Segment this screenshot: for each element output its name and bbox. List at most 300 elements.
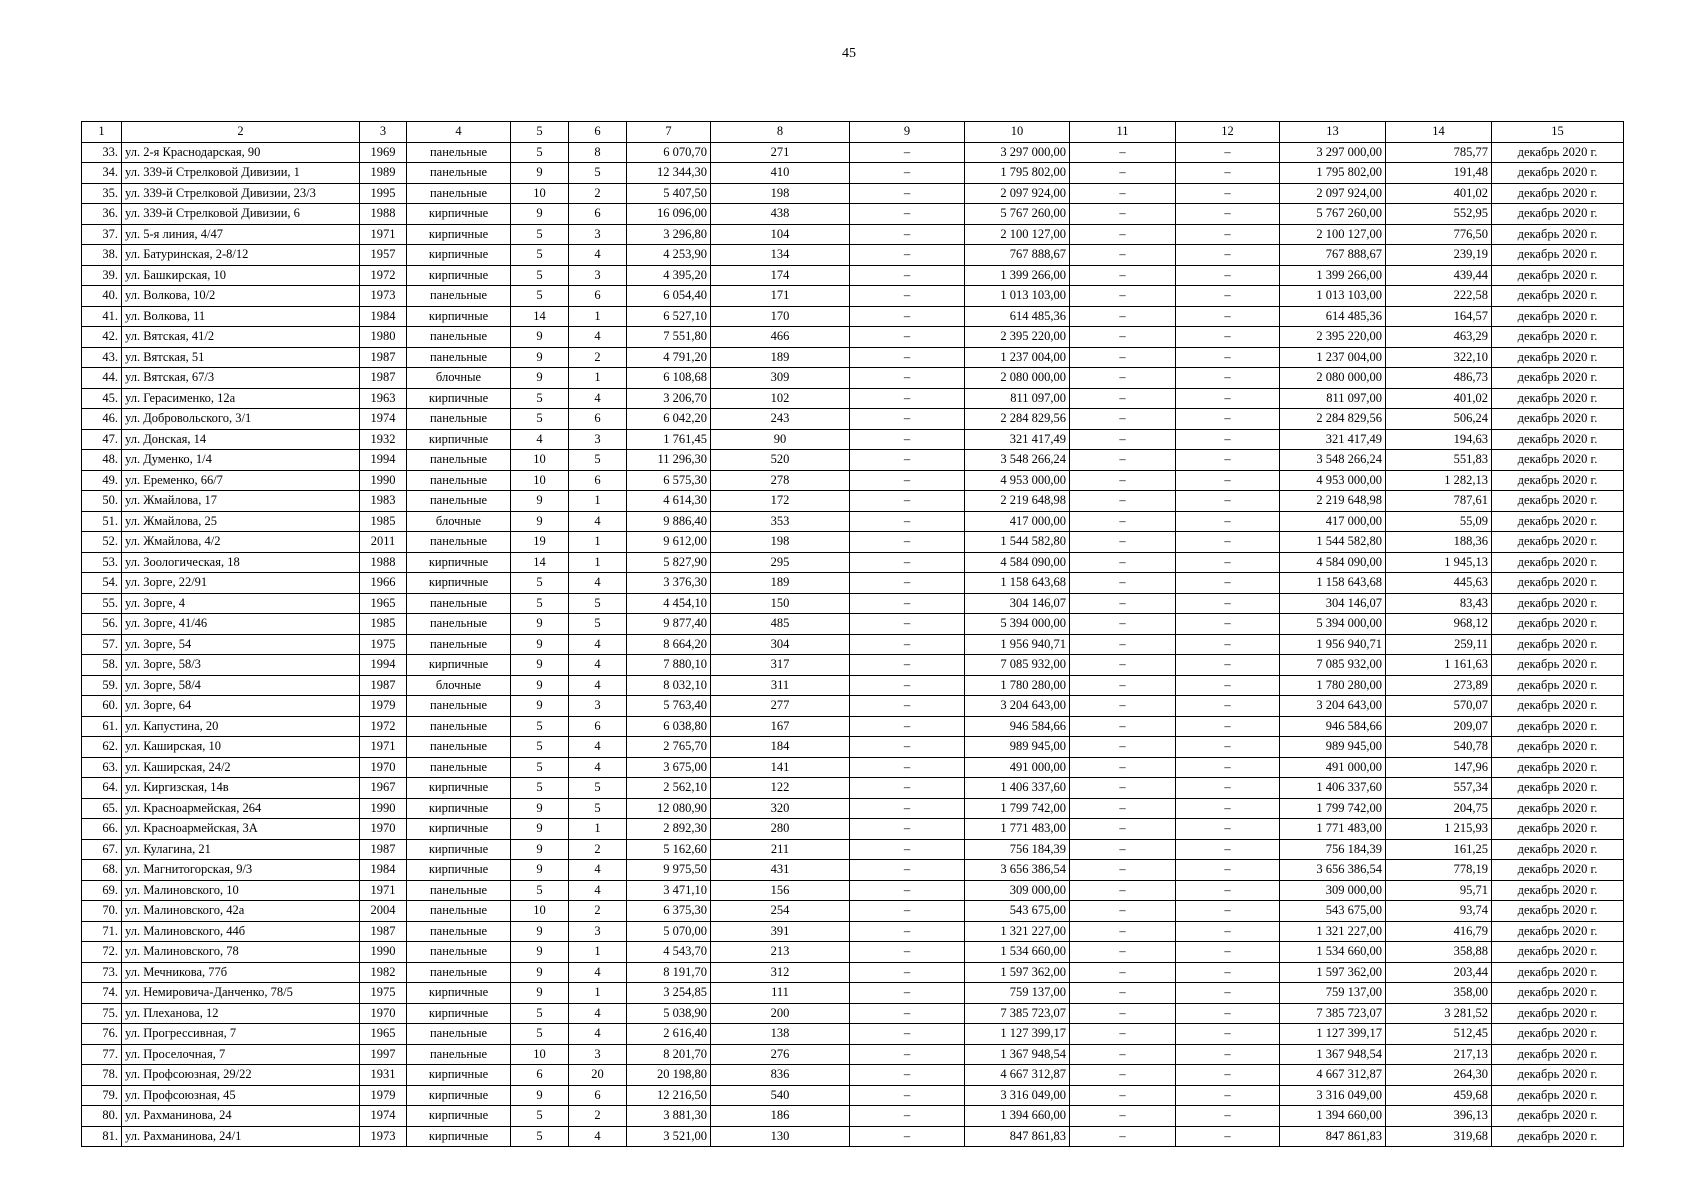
row-number-cell: 38. (82, 245, 122, 266)
cost-total-cell: 1 406 337,60 (965, 778, 1070, 799)
cost-fund-cell: 4 667 312,87 (1280, 1065, 1386, 1086)
total-area-cell: 6 575,30 (627, 470, 711, 491)
floors-cell: 9 (511, 860, 569, 881)
col-12-value-cell: – (1176, 511, 1280, 532)
completion-date-cell: декабрь 2020 г. (1492, 552, 1624, 573)
entrances-cell: 3 (569, 1044, 627, 1065)
total-area-cell: 4 791,20 (627, 347, 711, 368)
entrances-cell: 1 (569, 983, 627, 1004)
cost-per-sqm-cell: 512,45 (1386, 1024, 1492, 1045)
cost-fund-cell: 1 321 227,00 (1280, 921, 1386, 942)
year-built-cell: 1990 (360, 942, 407, 963)
total-area-cell: 9 975,50 (627, 860, 711, 881)
residents-cell: 213 (711, 942, 850, 963)
cost-per-sqm-cell: 778,19 (1386, 860, 1492, 881)
col-12-value-cell: – (1176, 880, 1280, 901)
cost-total-cell: 1 321 227,00 (965, 921, 1070, 942)
residents-cell: 485 (711, 614, 850, 635)
floors-cell: 10 (511, 183, 569, 204)
address-cell: ул. Жмайлова, 17 (122, 491, 360, 512)
year-built-cell: 1987 (360, 839, 407, 860)
row-number-cell: 42. (82, 327, 122, 348)
cost-fund-cell: 7 085 932,00 (1280, 655, 1386, 676)
col-11-value-cell: – (1070, 655, 1176, 676)
completion-date-cell: декабрь 2020 г. (1492, 614, 1624, 635)
entrances-cell: 4 (569, 860, 627, 881)
wall-material-cell: кирпичные (407, 1085, 511, 1106)
column-header: 6 (569, 122, 627, 143)
col-9-value-cell: – (850, 347, 965, 368)
table-row (82, 614, 1624, 635)
completion-date-cell: декабрь 2020 г. (1492, 286, 1624, 307)
residents-cell: 184 (711, 737, 850, 758)
residents-cell: 277 (711, 696, 850, 717)
year-built-cell: 1970 (360, 819, 407, 840)
row-number-cell: 77. (82, 1044, 122, 1065)
floors-cell: 9 (511, 983, 569, 1004)
total-area-cell: 8 201,70 (627, 1044, 711, 1065)
residents-cell: 189 (711, 573, 850, 594)
total-area-cell: 12 080,90 (627, 798, 711, 819)
total-area-cell: 2 765,70 (627, 737, 711, 758)
wall-material-cell: кирпичные (407, 429, 511, 450)
col-9-value-cell: – (850, 983, 965, 1004)
table-row (82, 716, 1624, 737)
year-built-cell: 1931 (360, 1065, 407, 1086)
cost-total-cell: 2 395 220,00 (965, 327, 1070, 348)
col-11-value-cell: – (1070, 921, 1176, 942)
address-cell: ул. Профсоюзная, 29/22 (122, 1065, 360, 1086)
cost-fund-cell: 811 097,00 (1280, 388, 1386, 409)
completion-date-cell: декабрь 2020 г. (1492, 655, 1624, 676)
wall-material-cell: панельные (407, 532, 511, 553)
col-11-value-cell: – (1070, 1065, 1176, 1086)
entrances-cell: 8 (569, 142, 627, 163)
col-9-value-cell: – (850, 1044, 965, 1065)
col-11-value-cell: – (1070, 839, 1176, 860)
entrances-cell: 2 (569, 1106, 627, 1127)
floors-cell: 9 (511, 819, 569, 840)
residents-cell: 353 (711, 511, 850, 532)
cost-per-sqm-cell: 557,34 (1386, 778, 1492, 799)
row-number-cell: 74. (82, 983, 122, 1004)
table-row (82, 921, 1624, 942)
cost-per-sqm-cell: 396,13 (1386, 1106, 1492, 1127)
entrances-cell: 6 (569, 409, 627, 430)
total-area-cell: 8 191,70 (627, 962, 711, 983)
year-built-cell: 1987 (360, 921, 407, 942)
column-header: 4 (407, 122, 511, 143)
cost-fund-cell: 1 780 280,00 (1280, 675, 1386, 696)
col-12-value-cell: – (1176, 1085, 1280, 1106)
col-12-value-cell: – (1176, 983, 1280, 1004)
column-number-header-row (82, 122, 1624, 143)
address-cell: ул. Прогрессивная, 7 (122, 1024, 360, 1045)
col-12-value-cell: – (1176, 286, 1280, 307)
col-12-value-cell: – (1176, 142, 1280, 163)
wall-material-cell: панельные (407, 409, 511, 430)
floors-cell: 5 (511, 573, 569, 594)
year-built-cell: 1987 (360, 347, 407, 368)
entrances-cell: 6 (569, 470, 627, 491)
col-9-value-cell: – (850, 675, 965, 696)
table-row (82, 245, 1624, 266)
col-11-value-cell: – (1070, 429, 1176, 450)
wall-material-cell: панельные (407, 163, 511, 184)
cost-per-sqm-cell: 209,07 (1386, 716, 1492, 737)
col-9-value-cell: – (850, 655, 965, 676)
column-header: 14 (1386, 122, 1492, 143)
year-built-cell: 1985 (360, 511, 407, 532)
table-row (82, 1044, 1624, 1065)
completion-date-cell: декабрь 2020 г. (1492, 470, 1624, 491)
column-header: 2 (122, 122, 360, 143)
address-cell: ул. Красноармейская, 3А (122, 819, 360, 840)
row-number-cell: 37. (82, 224, 122, 245)
address-cell: ул. Донская, 14 (122, 429, 360, 450)
address-cell: ул. Зорге, 41/46 (122, 614, 360, 635)
cost-per-sqm-cell: 191,48 (1386, 163, 1492, 184)
cost-per-sqm-cell: 551,83 (1386, 450, 1492, 471)
year-built-cell: 1990 (360, 470, 407, 491)
entrances-cell: 6 (569, 286, 627, 307)
wall-material-cell: кирпичные (407, 860, 511, 881)
cost-total-cell: 4 584 090,00 (965, 552, 1070, 573)
residents-cell: 312 (711, 962, 850, 983)
column-header: 8 (711, 122, 850, 143)
col-12-value-cell: – (1176, 798, 1280, 819)
cost-per-sqm-cell: 264,30 (1386, 1065, 1492, 1086)
completion-date-cell: декабрь 2020 г. (1492, 860, 1624, 881)
wall-material-cell: панельные (407, 1024, 511, 1045)
address-cell: ул. 5-я линия, 4/47 (122, 224, 360, 245)
cost-fund-cell: 1 367 948,54 (1280, 1044, 1386, 1065)
wall-material-cell: блочные (407, 368, 511, 389)
col-9-value-cell: – (850, 204, 965, 225)
cost-fund-cell: 304 146,07 (1280, 593, 1386, 614)
row-number-cell: 47. (82, 429, 122, 450)
residents-cell: 410 (711, 163, 850, 184)
wall-material-cell: панельные (407, 962, 511, 983)
residents-cell: 243 (711, 409, 850, 430)
wall-material-cell: кирпичные (407, 1106, 511, 1127)
total-area-cell: 4 614,30 (627, 491, 711, 512)
cost-total-cell: 4 667 312,87 (965, 1065, 1070, 1086)
cost-total-cell: 1 013 103,00 (965, 286, 1070, 307)
cost-per-sqm-cell: 322,10 (1386, 347, 1492, 368)
col-9-value-cell: – (850, 880, 965, 901)
row-number-cell: 71. (82, 921, 122, 942)
completion-date-cell: декабрь 2020 г. (1492, 204, 1624, 225)
year-built-cell: 1985 (360, 614, 407, 635)
col-11-value-cell: – (1070, 962, 1176, 983)
col-11-value-cell: – (1070, 634, 1176, 655)
cost-total-cell: 1 795 802,00 (965, 163, 1070, 184)
address-cell: ул. Башкирская, 10 (122, 265, 360, 286)
col-9-value-cell: – (850, 962, 965, 983)
total-area-cell: 2 562,10 (627, 778, 711, 799)
col-12-value-cell: – (1176, 491, 1280, 512)
cost-total-cell: 417 000,00 (965, 511, 1070, 532)
year-built-cell: 1994 (360, 450, 407, 471)
row-number-cell: 60. (82, 696, 122, 717)
completion-date-cell: декабрь 2020 г. (1492, 265, 1624, 286)
year-built-cell: 1979 (360, 696, 407, 717)
table-row (82, 675, 1624, 696)
cost-total-cell: 1 771 483,00 (965, 819, 1070, 840)
cost-fund-cell: 1 399 266,00 (1280, 265, 1386, 286)
cost-per-sqm-cell: 445,63 (1386, 573, 1492, 594)
row-number-cell: 45. (82, 388, 122, 409)
address-cell: ул. Красноармейская, 264 (122, 798, 360, 819)
col-12-value-cell: – (1176, 1106, 1280, 1127)
cost-fund-cell: 1 406 337,60 (1280, 778, 1386, 799)
cost-fund-cell: 417 000,00 (1280, 511, 1386, 532)
cost-fund-cell: 759 137,00 (1280, 983, 1386, 1004)
total-area-cell: 12 344,30 (627, 163, 711, 184)
residents-cell: 167 (711, 716, 850, 737)
total-area-cell: 3 881,30 (627, 1106, 711, 1127)
wall-material-cell: панельные (407, 737, 511, 758)
col-12-value-cell: – (1176, 450, 1280, 471)
floors-cell: 9 (511, 511, 569, 532)
residents-cell: 540 (711, 1085, 850, 1106)
table-row (82, 183, 1624, 204)
cost-total-cell: 7 385 723,07 (965, 1003, 1070, 1024)
floors-cell: 9 (511, 655, 569, 676)
row-number-cell: 70. (82, 901, 122, 922)
col-12-value-cell: – (1176, 470, 1280, 491)
address-cell: ул. Думенко, 1/4 (122, 450, 360, 471)
col-11-value-cell: – (1070, 409, 1176, 430)
total-area-cell: 6 042,20 (627, 409, 711, 430)
row-number-cell: 55. (82, 593, 122, 614)
completion-date-cell: декабрь 2020 г. (1492, 306, 1624, 327)
col-11-value-cell: – (1070, 573, 1176, 594)
col-11-value-cell: – (1070, 491, 1176, 512)
cost-total-cell: 309 000,00 (965, 880, 1070, 901)
row-number-cell: 40. (82, 286, 122, 307)
residents-cell: 156 (711, 880, 850, 901)
cost-per-sqm-cell: 552,95 (1386, 204, 1492, 225)
col-9-value-cell: – (850, 1085, 965, 1106)
col-9-value-cell: – (850, 921, 965, 942)
table-row (82, 593, 1624, 614)
completion-date-cell: декабрь 2020 г. (1492, 1044, 1624, 1065)
floors-cell: 5 (511, 1106, 569, 1127)
floors-cell: 9 (511, 491, 569, 512)
residents-cell: 102 (711, 388, 850, 409)
floors-cell: 5 (511, 1126, 569, 1147)
residents-cell: 391 (711, 921, 850, 942)
cost-total-cell: 614 485,36 (965, 306, 1070, 327)
cost-fund-cell: 5 767 260,00 (1280, 204, 1386, 225)
row-number-cell: 63. (82, 757, 122, 778)
address-cell: ул. Каширская, 10 (122, 737, 360, 758)
col-11-value-cell: – (1070, 347, 1176, 368)
floors-cell: 9 (511, 798, 569, 819)
wall-material-cell: кирпичные (407, 204, 511, 225)
cost-fund-cell: 2 395 220,00 (1280, 327, 1386, 348)
table-row (82, 942, 1624, 963)
total-area-cell: 20 198,80 (627, 1065, 711, 1086)
col-12-value-cell: – (1176, 552, 1280, 573)
address-cell: ул. Малиновского, 42а (122, 901, 360, 922)
cost-per-sqm-cell: 459,68 (1386, 1085, 1492, 1106)
year-built-cell: 1997 (360, 1044, 407, 1065)
cost-fund-cell: 767 888,67 (1280, 245, 1386, 266)
cost-total-cell: 1 597 362,00 (965, 962, 1070, 983)
floors-cell: 9 (511, 675, 569, 696)
col-9-value-cell: – (850, 265, 965, 286)
total-area-cell: 5 162,60 (627, 839, 711, 860)
table-row (82, 429, 1624, 450)
cost-fund-cell: 2 080 000,00 (1280, 368, 1386, 389)
col-9-value-cell: – (850, 573, 965, 594)
cost-fund-cell: 321 417,49 (1280, 429, 1386, 450)
table-row (82, 573, 1624, 594)
col-11-value-cell: – (1070, 183, 1176, 204)
completion-date-cell: декабрь 2020 г. (1492, 778, 1624, 799)
col-9-value-cell: – (850, 286, 965, 307)
address-cell: ул. Проселочная, 7 (122, 1044, 360, 1065)
table-row (82, 839, 1624, 860)
cost-fund-cell: 3 548 266,24 (1280, 450, 1386, 471)
row-number-cell: 58. (82, 655, 122, 676)
col-12-value-cell: – (1176, 245, 1280, 266)
wall-material-cell: кирпичные (407, 778, 511, 799)
row-number-cell: 69. (82, 880, 122, 901)
col-11-value-cell: – (1070, 532, 1176, 553)
col-12-value-cell: – (1176, 368, 1280, 389)
cost-total-cell: 3 548 266,24 (965, 450, 1070, 471)
entrances-cell: 5 (569, 614, 627, 635)
row-number-cell: 59. (82, 675, 122, 696)
year-built-cell: 1995 (360, 183, 407, 204)
wall-material-cell: панельные (407, 347, 511, 368)
row-number-cell: 53. (82, 552, 122, 573)
year-built-cell: 1974 (360, 1106, 407, 1127)
cost-fund-cell: 1 013 103,00 (1280, 286, 1386, 307)
completion-date-cell: декабрь 2020 г. (1492, 1126, 1624, 1147)
residents-cell: 189 (711, 347, 850, 368)
completion-date-cell: декабрь 2020 г. (1492, 368, 1624, 389)
total-area-cell: 5 763,40 (627, 696, 711, 717)
cost-fund-cell: 3 656 386,54 (1280, 860, 1386, 881)
residents-cell: 276 (711, 1044, 850, 1065)
entrances-cell: 4 (569, 880, 627, 901)
floors-cell: 9 (511, 962, 569, 983)
total-area-cell: 3 675,00 (627, 757, 711, 778)
col-9-value-cell: – (850, 778, 965, 799)
page-number: 45 (842, 46, 856, 61)
address-cell: ул. Малиновского, 44б (122, 921, 360, 942)
residents-cell: 836 (711, 1065, 850, 1086)
total-area-cell: 8 664,20 (627, 634, 711, 655)
col-11-value-cell: – (1070, 1024, 1176, 1045)
completion-date-cell: декабрь 2020 г. (1492, 675, 1624, 696)
cost-total-cell: 1 780 280,00 (965, 675, 1070, 696)
total-area-cell: 2 892,30 (627, 819, 711, 840)
residents-cell: 438 (711, 204, 850, 225)
residents-cell: 134 (711, 245, 850, 266)
cost-per-sqm-cell: 83,43 (1386, 593, 1492, 614)
cost-fund-cell: 1 956 940,71 (1280, 634, 1386, 655)
floors-cell: 9 (511, 347, 569, 368)
entrances-cell: 20 (569, 1065, 627, 1086)
row-number-cell: 81. (82, 1126, 122, 1147)
year-built-cell: 1970 (360, 757, 407, 778)
year-built-cell: 1972 (360, 716, 407, 737)
col-9-value-cell: – (850, 142, 965, 163)
wall-material-cell: панельные (407, 921, 511, 942)
col-12-value-cell: – (1176, 429, 1280, 450)
entrances-cell: 4 (569, 1024, 627, 1045)
cost-per-sqm-cell: 93,74 (1386, 901, 1492, 922)
table-row (82, 265, 1624, 286)
col-9-value-cell: – (850, 511, 965, 532)
col-9-value-cell: – (850, 634, 965, 655)
col-11-value-cell: – (1070, 142, 1176, 163)
wall-material-cell: блочные (407, 675, 511, 696)
cost-total-cell: 2 097 924,00 (965, 183, 1070, 204)
cost-total-cell: 1 237 004,00 (965, 347, 1070, 368)
entrances-cell: 4 (569, 327, 627, 348)
year-built-cell: 1990 (360, 798, 407, 819)
floors-cell: 6 (511, 1065, 569, 1086)
wall-material-cell: кирпичные (407, 552, 511, 573)
cost-fund-cell: 946 584,66 (1280, 716, 1386, 737)
completion-date-cell: декабрь 2020 г. (1492, 429, 1624, 450)
col-9-value-cell: – (850, 183, 965, 204)
col-12-value-cell: – (1176, 409, 1280, 430)
cost-total-cell: 759 137,00 (965, 983, 1070, 1004)
cost-fund-cell: 3 297 000,00 (1280, 142, 1386, 163)
address-cell: ул. Немировича-Данченко, 78/5 (122, 983, 360, 1004)
floors-cell: 19 (511, 532, 569, 553)
col-9-value-cell: – (850, 470, 965, 491)
col-9-value-cell: – (850, 245, 965, 266)
col-11-value-cell: – (1070, 901, 1176, 922)
year-built-cell: 1982 (360, 962, 407, 983)
entrances-cell: 6 (569, 716, 627, 737)
entrances-cell: 1 (569, 306, 627, 327)
residents-cell: 130 (711, 1126, 850, 1147)
col-11-value-cell: – (1070, 737, 1176, 758)
completion-date-cell: декабрь 2020 г. (1492, 1003, 1624, 1024)
floors-cell: 5 (511, 245, 569, 266)
cost-per-sqm-cell: 273,89 (1386, 675, 1492, 696)
entrances-cell: 2 (569, 183, 627, 204)
col-11-value-cell: – (1070, 204, 1176, 225)
total-area-cell: 9 612,00 (627, 532, 711, 553)
floors-cell: 10 (511, 901, 569, 922)
completion-date-cell: декабрь 2020 г. (1492, 921, 1624, 942)
cost-fund-cell: 1 534 660,00 (1280, 942, 1386, 963)
col-12-value-cell: – (1176, 860, 1280, 881)
cost-per-sqm-cell: 3 281,52 (1386, 1003, 1492, 1024)
residents-cell: 466 (711, 327, 850, 348)
year-built-cell: 1957 (360, 245, 407, 266)
residents-cell: 186 (711, 1106, 850, 1127)
cost-fund-cell: 1 158 643,68 (1280, 573, 1386, 594)
total-area-cell: 1 761,45 (627, 429, 711, 450)
col-9-value-cell: – (850, 409, 965, 430)
floors-cell: 5 (511, 224, 569, 245)
col-11-value-cell: – (1070, 778, 1176, 799)
row-number-cell: 34. (82, 163, 122, 184)
address-cell: ул. Волкова, 10/2 (122, 286, 360, 307)
